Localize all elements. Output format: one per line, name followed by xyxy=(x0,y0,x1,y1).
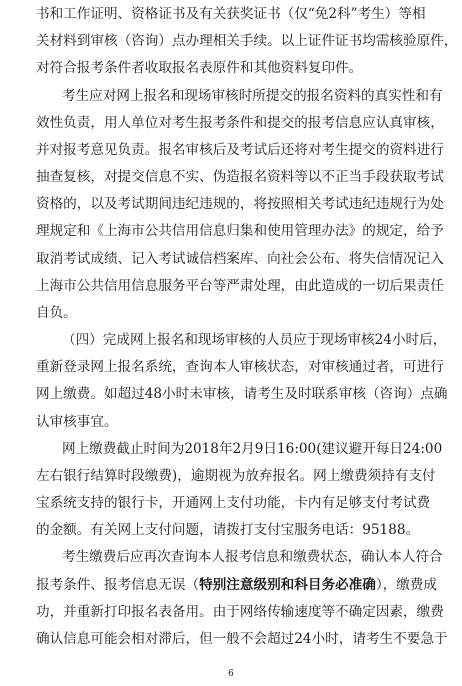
text-line: 考生缴费后应再次查询本人报考信息和缴费状态，确认本人符合 xyxy=(62,549,443,566)
text-line: 取消考试成绩、记入考试诚信档案库、向社会公布、将失信情况记入 xyxy=(36,250,444,267)
text-line: 资格的，以及考试期间违纪违规的，将按照相关考试违纪违规行为处 xyxy=(36,196,444,213)
text-line: 并对报考意见负责。报名审核后及考试后还将对考生提交的资料进行 xyxy=(36,141,444,158)
text-segment: ），缴费成 xyxy=(375,576,438,593)
text-line: 功，并重新打印报名表备用。由于网络传输速度等不确定因素，缴费 xyxy=(36,603,444,620)
text-line: 认审核事宜。 xyxy=(36,413,118,430)
emphasis-text: 特别注意级别和科目务必准确 xyxy=(199,576,376,593)
text-line: 对符合报考条件者收取报名表原件和其他资料复印件。 xyxy=(36,60,363,77)
text-line: 自负。 xyxy=(36,304,77,321)
text-line: 网上缴费。如超过48小时未审核，请考生及时联系审核（咨询）点确 xyxy=(36,386,448,403)
text-line: 关材料到审核（咨询）点办理相关手续。以上证件证书均需核验原件， xyxy=(36,33,458,50)
text-line: 书和工作证明、资格证书及有关获奖证书（仅“免2科”考生）等相 xyxy=(36,6,426,22)
text-line: 考生应对网上报名和现场审核时所提交的报名资料的真实性和有 xyxy=(62,87,443,104)
text-line: 宝系统支持的银行卡，开通网上支付功能，卡内有足够支付考试费 xyxy=(36,495,431,511)
text-line: 理规定和《上海市公共信用信息归集和使用管理办法》的规定，给予 xyxy=(36,223,444,240)
text-line: 的金额。有关网上支付问题，请拨打支付宝服务电话：95188。 xyxy=(36,522,420,539)
text-line-with-emphasis xyxy=(36,575,462,595)
text-line: 网上缴费截止时间为2018年2月9日16:00(建议避开每日24:00 xyxy=(62,440,443,457)
text-line: 左右银行结算时段缴费)，逾期视为放弃报名。网上缴费须持有支付 xyxy=(36,467,436,484)
text-line: 效性负责，用人单位对考生报考条件和提交的报考信息应认真审核， xyxy=(36,114,444,131)
text-line: （四）完成网上报名和现场审核的人员应于现场审核24小时后， xyxy=(62,332,447,348)
page-number: 6 xyxy=(228,669,234,679)
text-segment: 报考条件、报考信息无误（ xyxy=(36,576,200,593)
text-line: 确认信息可能会相对滞后，但一般不会超过24小时，请考生不要急于 xyxy=(36,630,448,647)
text-line: 上海市公共信用信息服务平台等严肃处理，由此造成的一切后果责任 xyxy=(36,277,444,294)
text-line: 重新登录网上报名系统，查询本人审核状态，对审核通过者，可进行 xyxy=(36,359,444,376)
text-line: 抽查复核，对提交信息不实、伪造报名资料等以不正当手段获取考试 xyxy=(36,169,444,185)
